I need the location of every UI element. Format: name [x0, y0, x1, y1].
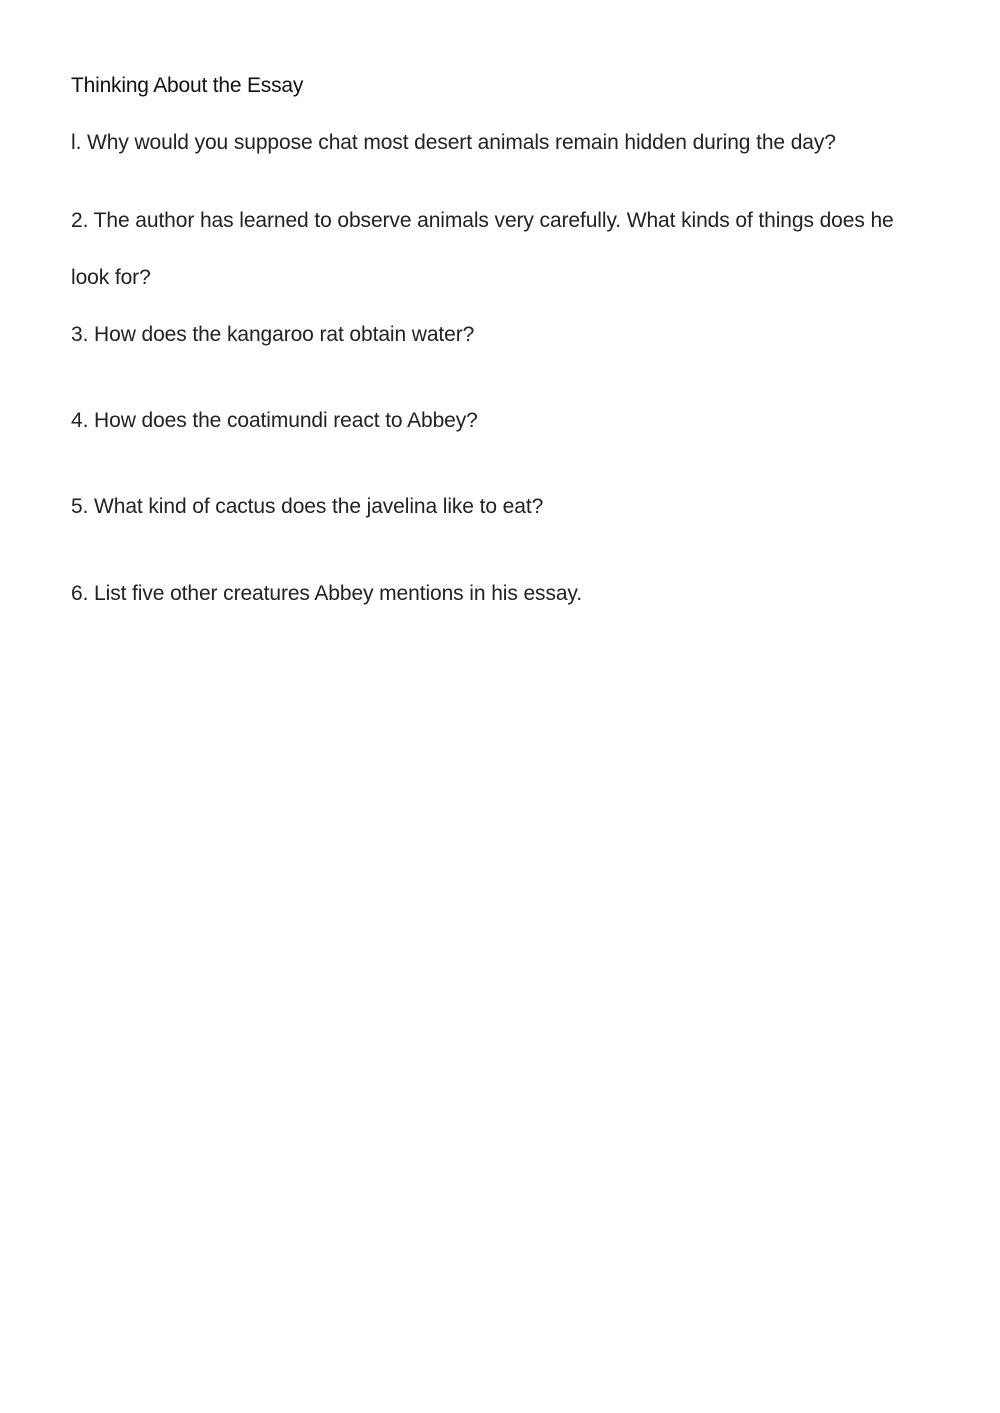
question-6: 6. List five other creatures Abbey mentions in his essay.	[71, 582, 583, 605]
question-3: 3. How does the kangaroo rat obtain water?	[71, 323, 475, 346]
question-2-line-2: look for?	[71, 266, 151, 289]
question-5: 5. What kind of cactus does the javelina like to eat?	[71, 495, 544, 518]
page-title: Thinking About the Essay	[71, 74, 304, 97]
question-1: l. Why would you suppose chat most desert animals remain hidden during the day?	[71, 131, 836, 154]
question-2-line-1: 2. The author has learned to observe animals very carefully. What kinds of things does he	[71, 209, 894, 232]
question-4: 4. How does the coatimundi react to Abbey?	[71, 409, 478, 432]
